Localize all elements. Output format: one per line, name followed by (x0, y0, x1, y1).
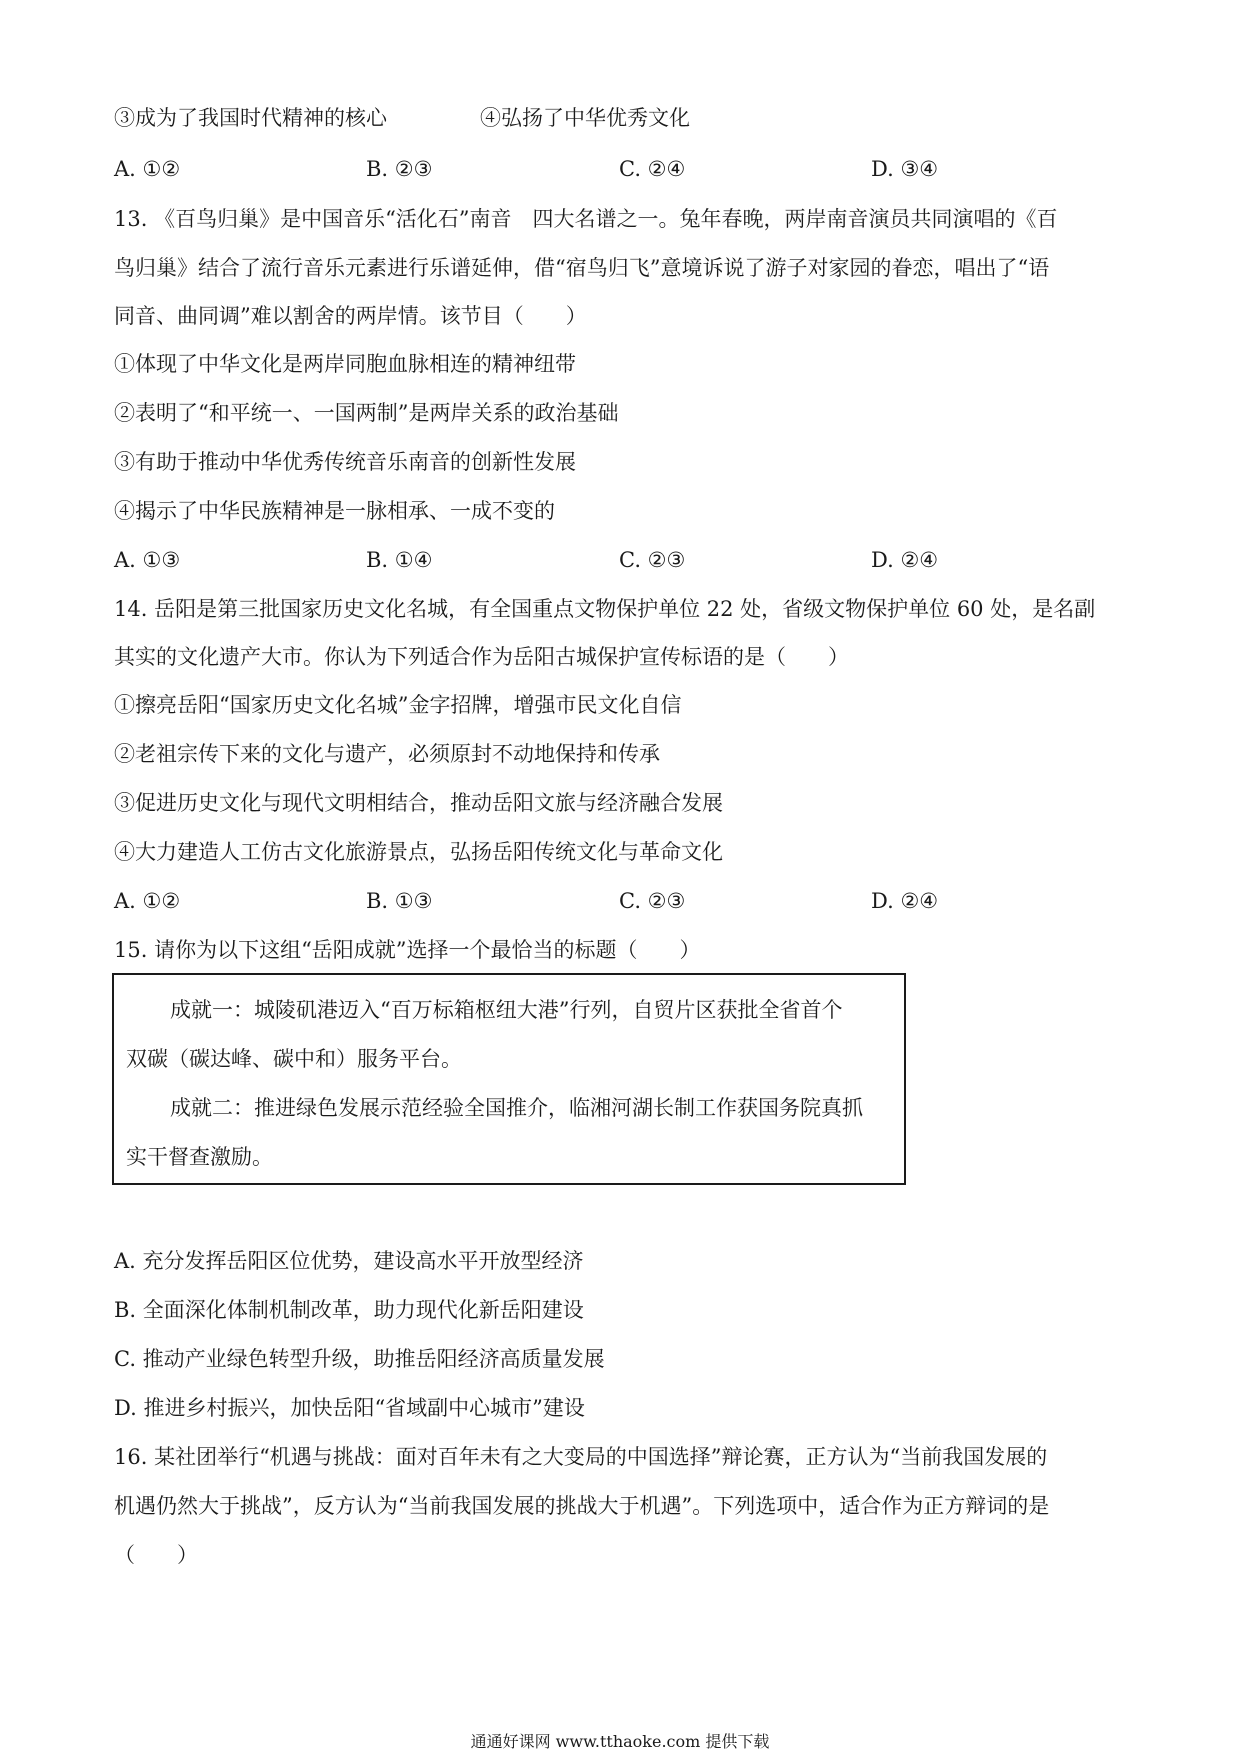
q14-option-a: A. ①② (114, 889, 181, 913)
q13-statement-2: ②表明了“和平统一、一国两制”是两岸关系的政治基础 (114, 401, 619, 425)
q14-option-d: D. ②④ (871, 889, 939, 913)
q14-statement-3: ③促进历史文化与现代文明相结合，推动岳阳文旅与经济融合发展 (114, 791, 723, 815)
q15-option-b: B. 全面深化体制机制改革，助力现代化新岳阳建设 (114, 1298, 584, 1322)
q15-option-d: D. 推进乡村振兴，加快岳阳“省域副中心城市”建设 (114, 1396, 585, 1420)
q14-stem-line-2: 其实的文化遗产大市。你认为下列适合作为岳阳古城保护宣传标语的是（ ） (114, 645, 849, 669)
q14-option-b: B. ①③ (366, 889, 433, 913)
q16-stem-line-1: 16. 某社团举行“机遇与挑战：面对百年未有之大变局的中国选择”辩论赛，正方认为“当前我国发展的 (114, 1445, 1048, 1469)
q15-box-line-1: 成就一：城陵矶港迈入“百万标箱枢纽大港”行列，自贸片区获批全省首个 (170, 998, 843, 1022)
q14-statement-2: ②老祖宗传下来的文化与遗产，必须原封不动地保持和传承 (114, 742, 660, 766)
q15-box-line-2: 双碳（碳达峰、碳中和）服务平台。 (126, 1047, 462, 1071)
q12-statement-3: ③成为了我国时代精神的核心 (114, 106, 387, 130)
q12-option-d: D. ③④ (871, 157, 939, 181)
q13-option-b: B. ①④ (366, 548, 433, 572)
q14-option-c: C. ②③ (619, 889, 686, 913)
q15-box-line-3: 成就二：推进绿色发展示范经验全国推介，临湘河湖长制工作获国务院真抓 (170, 1096, 863, 1120)
q16-stem-line-2: 机遇仍然大于挑战”，反方认为“当前我国发展的挑战大于机遇”。下列选项中，适合作为正方辩词的是 (114, 1494, 1050, 1518)
q12-option-b: B. ②③ (366, 157, 433, 181)
q15-achievements-box (112, 973, 906, 1185)
q13-option-a: A. ①③ (114, 548, 181, 572)
q15-option-a: A. 充分发挥岳阳区位优势，建设高水平开放型经济 (114, 1249, 584, 1273)
q15-stem: 15. 请你为以下这组“岳阳成就”选择一个最恰当的标题（ ） (114, 938, 701, 962)
q13-stem-line-2: 鸟归巢》结合了流行音乐元素进行乐谱延伸，借“宿鸟归飞”意境诉说了游子对家园的眷恋，唱出了“语 (114, 256, 1050, 280)
q12-option-c: C. ②④ (619, 157, 686, 181)
q13-statement-1: ①体现了中华文化是两岸同胞血脉相连的精神纽带 (114, 352, 576, 376)
q14-statement-4: ④大力建造人工仿古文化旅游景点，弘扬岳阳传统文化与革命文化 (114, 840, 723, 864)
q12-option-a: A. ①② (114, 157, 181, 181)
q14-stem-line-1: 14. 岳阳是第三批国家历史文化名城，有全国重点文物保护单位 22 处，省级文物保护单位 60 处，是名副 (114, 597, 1096, 621)
q13-statement-4: ④揭示了中华民族精神是一脉相承、一成不变的 (114, 499, 555, 523)
q14-statement-1: ①擦亮岳阳“国家历史文化名城”金字招牌，增强市民文化自信 (114, 693, 682, 717)
q16-stem-line-3: （ ） (114, 1543, 198, 1567)
q13-option-c: C. ②③ (619, 548, 686, 572)
q13-stem-line-3: 同音、曲同调”难以割舍的两岸情。该节目（ ） (114, 304, 587, 328)
q13-option-d: D. ②④ (871, 548, 939, 572)
q15-box-line-4: 实干督查激励。 (126, 1145, 273, 1169)
q13-stem-line-1: 13. 《百鸟归巢》是中国音乐“活化石”南音 四大名谱之一。兔年春晚，两岸南音演员共同演唱的《百 (114, 207, 1058, 231)
q13-statement-3: ③有助于推动中华优秀传统音乐南音的创新性发展 (114, 450, 576, 474)
page-footer: 通通好课网 www.tthaoke.com 提供下载 (470, 1732, 770, 1751)
q15-option-c: C. 推动产业绿色转型升级，助推岳阳经济高质量发展 (114, 1347, 605, 1371)
q12-statement-4: ④弘扬了中华优秀文化 (480, 106, 690, 130)
